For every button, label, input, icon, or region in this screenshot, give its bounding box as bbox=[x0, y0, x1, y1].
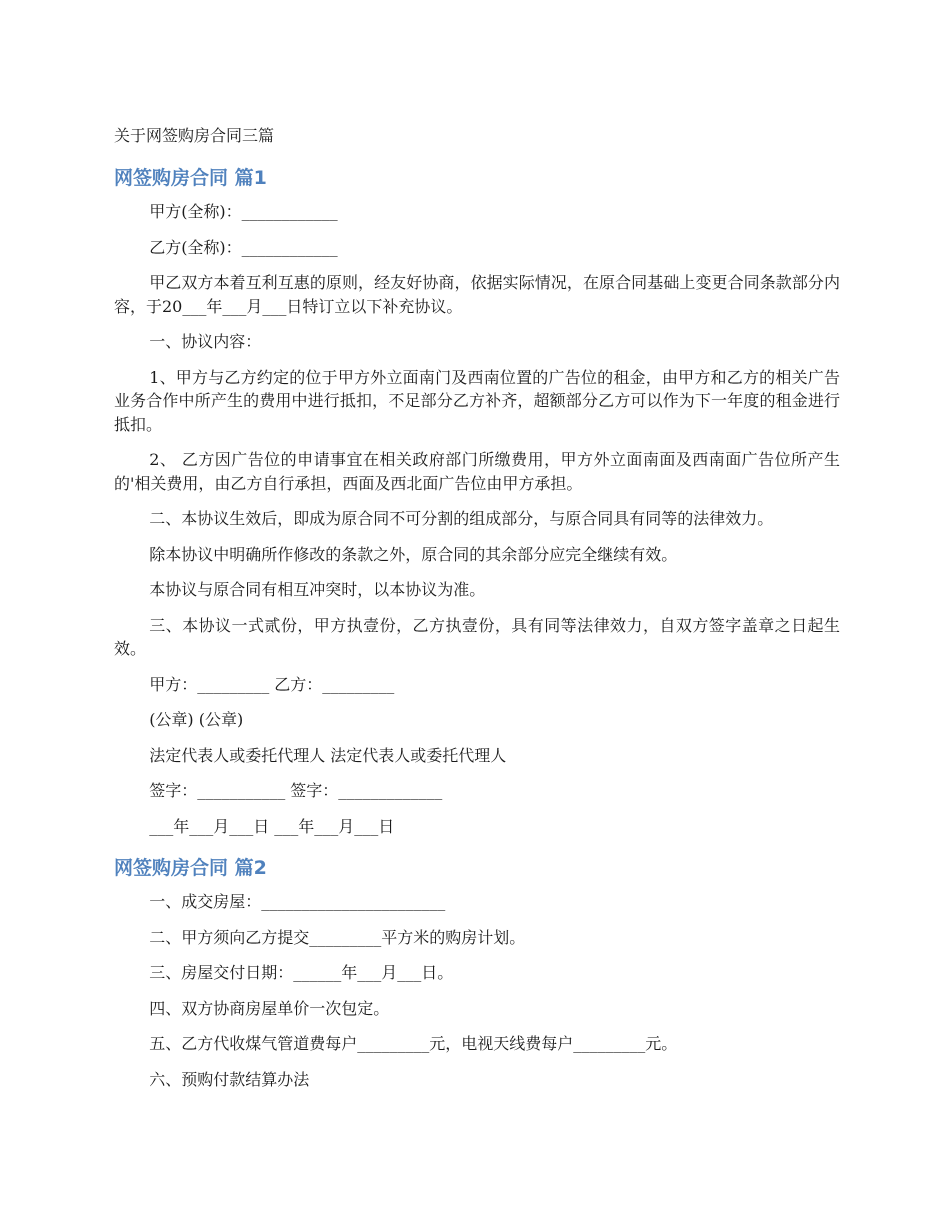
section-heading-1: 网签购房合同 篇1 bbox=[114, 167, 267, 189]
paragraph: 2、 乙方因广告位的申请事宜在相关政府部门所缴费用，甲方外立面南面及西南面广告位所产生的'相关费用，由乙方自行承担，西面及西北面广告位由甲方承担。 bbox=[114, 450, 840, 493]
section-2-body bbox=[114, 890, 840, 1091]
signature-line-sign: 签字：___________ 签字：_____________ bbox=[149, 781, 443, 800]
document-title: 关于网签购房合同三篇 bbox=[114, 126, 275, 145]
signature-line-date: ___年___月___日 ___年___月___日 bbox=[149, 816, 395, 836]
signature-line-representative: 法定代表人或委托代理人 法定代表人或委托代理人 bbox=[149, 745, 507, 765]
paragraph: 甲乙双方本着互利互惠的原则，经友好协商，依据实际情况，在原合同基础上变更合同条款部分内容，于20___年___月___日特订立以下补充协议。 bbox=[114, 273, 840, 316]
paragraph: 1、甲方与乙方约定的位于甲方外立面南门及西南位置的广告位的租金，由甲方和乙方的相关广告业务合作中所产生的费用中进行抵扣，不足部分乙方补齐，超额部分乙方可以作为下一年度的租金进行抵扣。 bbox=[114, 367, 840, 434]
section-1-body bbox=[114, 200, 840, 838]
paragraph: 四、双方协商房屋单价一次包定。 bbox=[149, 998, 390, 1018]
paragraph: 五、乙方代收煤气管道费每户_________元，电视天线费每户_________元。 bbox=[149, 1034, 678, 1053]
signature-line-party: 甲方：_________ 乙方：_________ bbox=[149, 674, 395, 694]
paragraph: 一、成交房屋：_______________________ bbox=[149, 892, 446, 911]
paragraph: 三、房屋交付日期：______年___月___日。 bbox=[149, 963, 454, 982]
paragraph: 六、预购付款结算办法 bbox=[149, 1069, 310, 1089]
paragraph: 二、甲方须向乙方提交_________平方米的购房计划。 bbox=[149, 927, 526, 947]
paragraph: 乙方(全称)：____________ bbox=[149, 237, 338, 257]
signature-line-seal: (公章) (公章) bbox=[149, 710, 244, 729]
paragraph: 甲方(全称)：____________ bbox=[149, 202, 338, 221]
paragraph: 三、本协议一式贰份，甲方执壹份，乙方执壹份，具有同等法律效力，自双方签字盖章之日起生效。 bbox=[114, 615, 840, 658]
section-heading-2: 网签购房合同 篇2 bbox=[114, 857, 267, 879]
paragraph: 二、本协议生效后，即成为原合同不可分割的组成部分，与原合同具有同等的法律效力。 bbox=[149, 509, 774, 528]
paragraph: 本协议与原合同有相互冲突时，以本协议为准。 bbox=[149, 580, 486, 599]
paragraph: 一、协议内容： bbox=[149, 332, 262, 351]
paragraph: 除本协议中明确所作修改的条款之外，原合同的其余部分应完全继续有效。 bbox=[149, 544, 678, 564]
